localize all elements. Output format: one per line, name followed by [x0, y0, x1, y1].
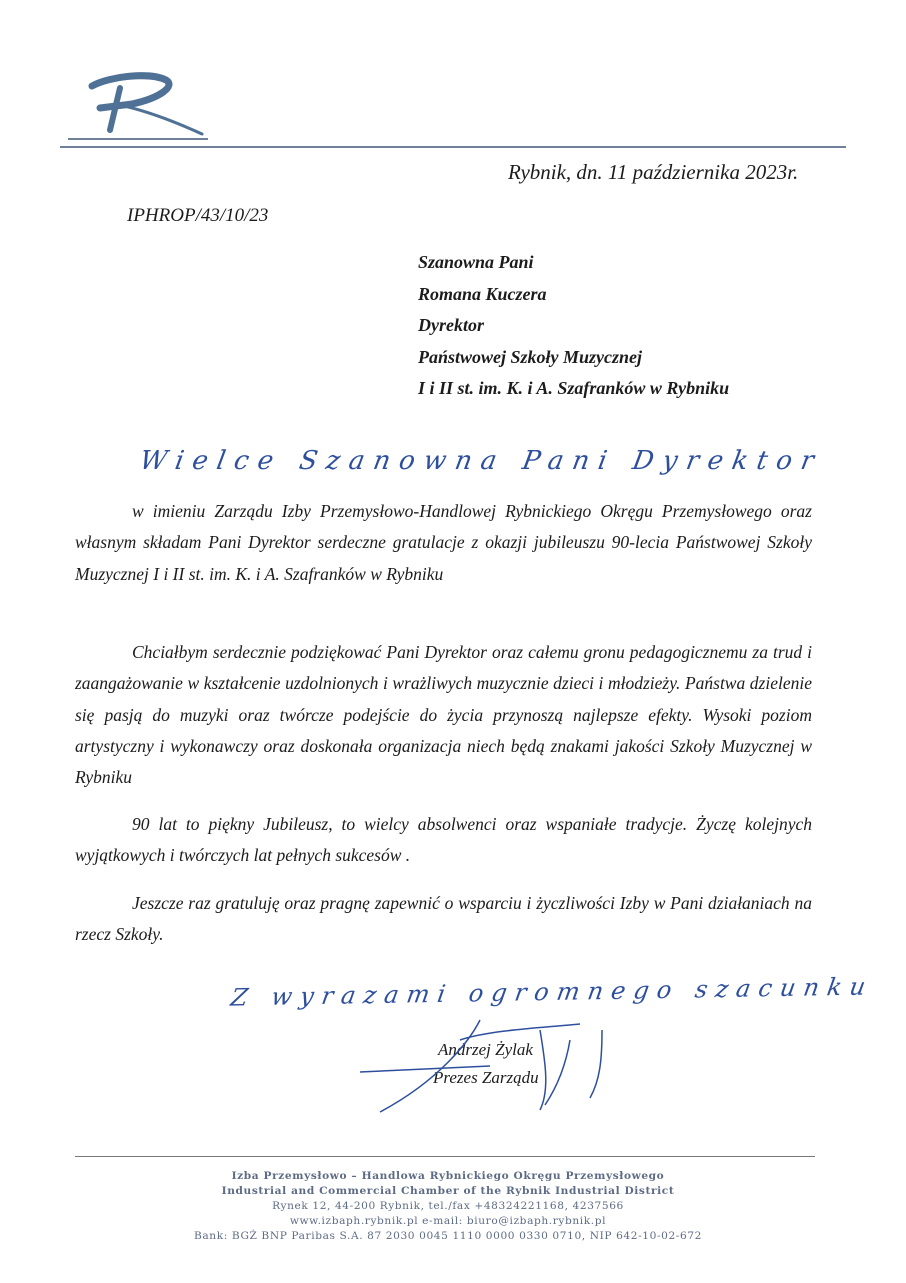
footer-web-email: www.izbaph.rybnik.pl e-mail: biuro@izbaph.rybnik.pl — [289, 1215, 607, 1227]
addressee-line: Szanowna Pani — [418, 252, 534, 272]
handwritten-signature — [340, 1000, 640, 1120]
footer-name-en: Industrial and Commercial Chamber of the Rybnik Industrial District — [221, 1185, 675, 1197]
letterhead-footer — [0, 1169, 896, 1244]
handwritten-closing: Z wyrazami ogromnego szacunku — [228, 972, 876, 1012]
letter-date: Rybnik, dn. 11 października 2023r. — [508, 160, 799, 184]
body-paragraph: w imieniu Zarządu Izby Przemysłowo-Handlowej Rybnickiego Okręgu Przemysłowego oraz własnym składam Pani Dyrektor serdeczne gratulacje z okazji jubileuszu 90-lecia Państwowej Szkoły Muzycznej I i II st. im. K. i A. Szafranków w Rybniku — [75, 501, 812, 584]
header-divider — [60, 146, 846, 148]
handwritten-salutation: Wielce Szanowna Pani Dyrektor — [137, 446, 826, 476]
signatory-title: Prezes Zarządu — [433, 1068, 539, 1087]
footer-divider — [75, 1156, 815, 1157]
addressee-block — [418, 247, 729, 405]
addressee-line: I i II st. im. K. i A. Szafranków w Rybniku — [418, 378, 730, 398]
body-paragraph: Chciałbym serdecznie podziękować Pani Dyrektor oraz całemu gronu pedagogicznemu za trud i zaangażowanie w kształcenie uzdolnionych i wrażliwych muzycznie dzieci i młodzieży. Państwa dzielenie się pasją do muzyki oraz twórcze podejście do życia przynoszą najlepsze efekty. Wysoki poziom artystyczny i wykonawczy oraz doskonała organizacja niech będą znakami jakości Szkoły Muzycznej w Rybniku — [75, 642, 812, 788]
body-paragraph: 90 lat to piękny Jubileusz, to wielcy absolwenci oraz wspaniałe tradycje. Życzę kolejnych wyjątkowych i twórczych lat pełnych sukcesów . — [75, 814, 812, 866]
addressee-line: Państwowej Szkoły Muzycznej — [418, 346, 643, 367]
footer-address: Rynek 12, 44-200 Rybnik, tel./fax +48324221168, 4237566 — [272, 1200, 624, 1212]
logo-underline — [68, 138, 208, 140]
chamber-logo — [80, 68, 220, 136]
footer-name-pl: Izba Przemysłowo – Handlowa Rybnickiego Okręgu Przemysłowego — [231, 1170, 665, 1182]
addressee-line: Romana Kuczera — [418, 283, 547, 304]
reference-number: IPHROP/43/10/23 — [127, 205, 269, 226]
signatory-name: Andrzej Żylak — [438, 1040, 533, 1059]
addressee-line: Dyrektor — [418, 315, 484, 335]
body-paragraph: Jeszcze raz gratuluję oraz pragnę zapewnić o wsparciu i życzliwości Izby w Pani działaniach na rzecz Szkoły. — [75, 893, 812, 945]
footer-bank: Bank: BGŻ BNP Paribas S.A. 87 2030 0045 1110 0000 0330 0710, NIP 642-10-02-672 — [193, 1230, 703, 1242]
